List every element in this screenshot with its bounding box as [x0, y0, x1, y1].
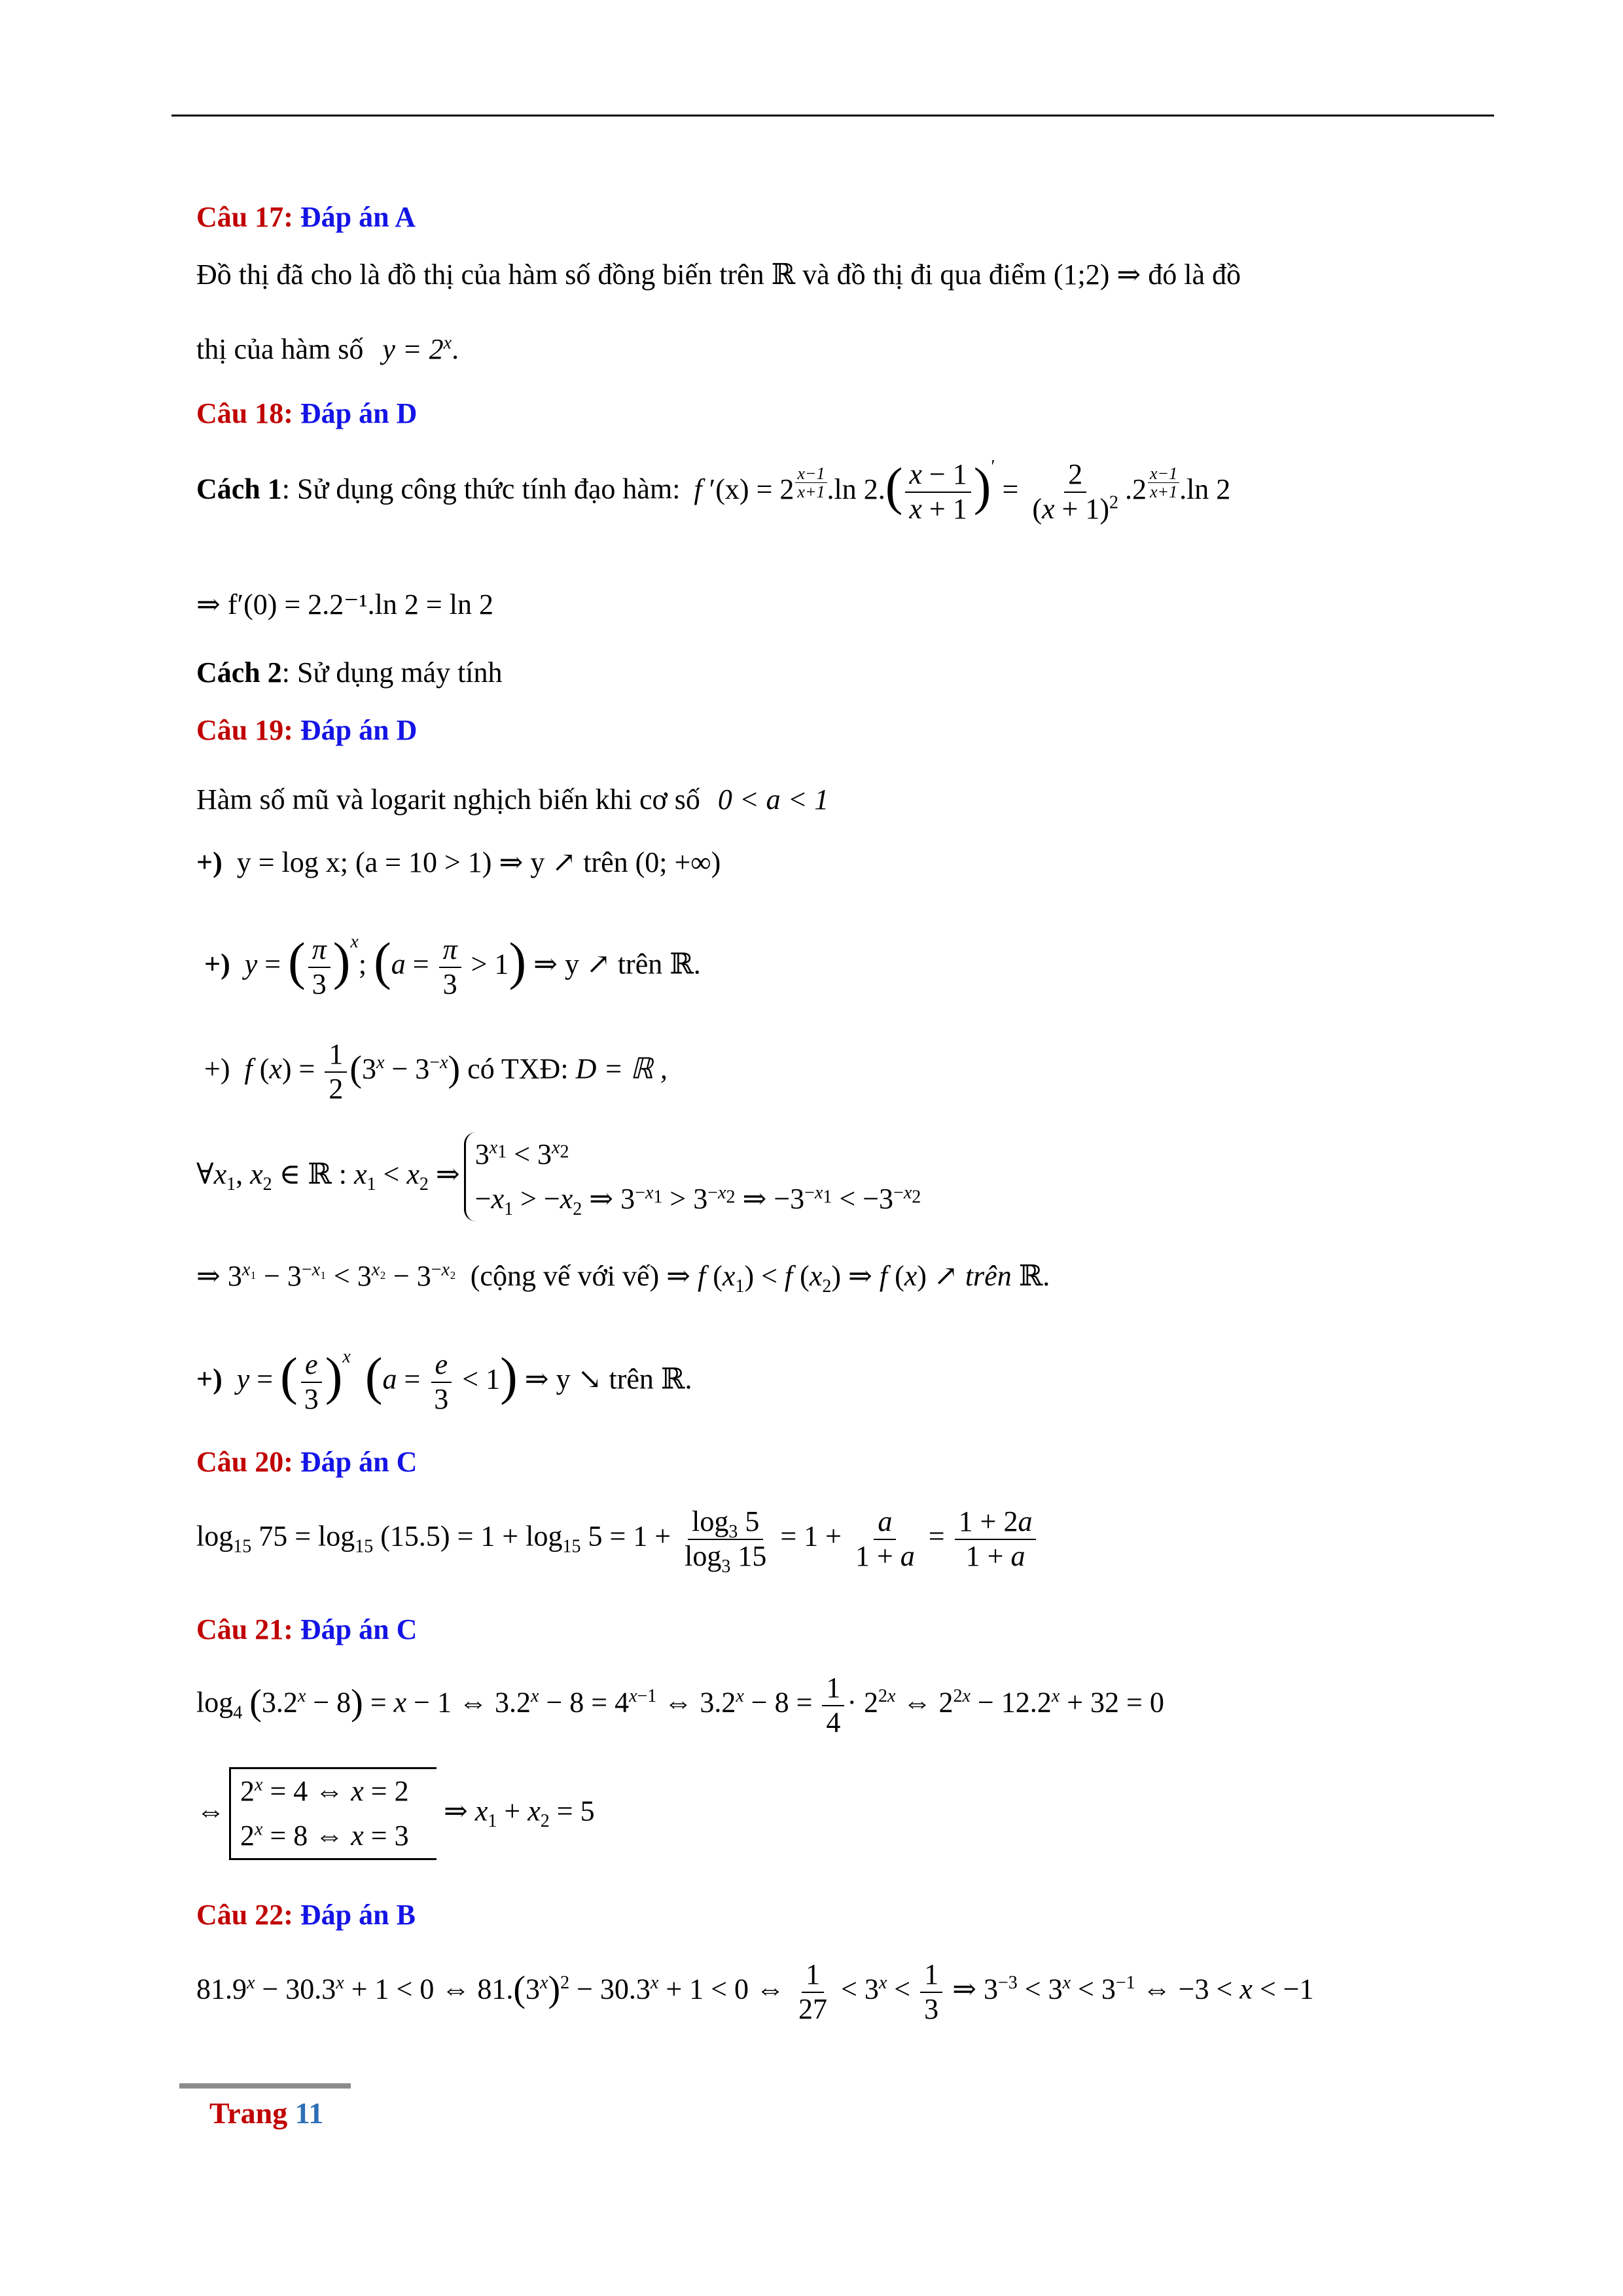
q18-cach2: Cách 2: Sử dụng máy tính	[196, 656, 503, 689]
q19-item3: +) f (x) = $\frac{1}{2}$ $(3^x - 3^{-x})$ có TXĐ: D = ℝ ,	[204, 1038, 668, 1105]
q17-line1: Đồ thị đã cho là đồ thị của hàm số đồng biến trên ℝ và đồ thị đi qua điểm (1;2) ⇒ đó là đồ	[196, 259, 1241, 291]
page-number: Trang 11	[209, 2096, 324, 2130]
question-21-heading: Câu 21: Đáp án C	[196, 1613, 418, 1645]
q21-roots: ⇔ $2^x = 4$ ⇔ x = 2 $2^x = 8$ ⇔ x = 3 ⇒ $x_1 + x_2 = 5$	[196, 1767, 595, 1860]
q19-item2: +) y = ( $\frac{\pi}{3}$ )$^x$; (a = $\frac{\pi}{3}$ > 1) ⇒ y ↗ trên ℝ.	[204, 931, 701, 1000]
q18-derivative-at-zero: ⇒ f′(0) = 2.2⁻¹.ln 2 = ln 2	[196, 588, 493, 620]
header-rule	[171, 115, 1494, 117]
question-19-heading: Câu 19: Đáp án D	[196, 714, 418, 746]
question-18-heading: Câu 18: Đáp án D	[196, 397, 418, 429]
q19-conclusion: ⇒ $3^{x_1} - 3^{-x_1} < 3^{x_2} - 3^{-x_2}$ (cộng vế với vế) ⇒ f $(x_1) < f$ $(x_2)$ ⇒ f (x) ↗ trên ℝ.	[196, 1259, 1050, 1297]
footer-rule	[179, 2083, 351, 2089]
q19-item1: +) y = log x; (a = 10 > 1) ⇒ y ↗ trên (0; +∞)	[196, 846, 721, 878]
q20-solution: $\log_{15} 75 = \log_{15} (15.5) = 1 + \log_{15} 5 = 1$ + $\frac{\log_3 5}{\log_3 15}$ = 1 + $\frac{a}{1 + a}$ = $\frac{1 + 2a}{1 + a}$	[196, 1505, 1039, 1573]
q19-intro: Hàm số mũ và logarit nghịch biến khi cơ số 0 < a < 1	[196, 783, 829, 816]
q17-line2: thị của hàm số $y = 2^x$.	[196, 332, 459, 365]
q19-system: $\forall x_1$, $x_2$ ∈ ℝ : $x_1 < x_2$ ⇒ $3^{x_1} < 3^{x_2}$ $-x_1 > -x_2$ ⇒ $3^{-x_1} > 3^{-x_2}$ ⇒ $-3^{-x_1} < -3^{-x_2}$	[196, 1132, 921, 1221]
q22-solution: $81.9^x - 30.3^x + 1 < 0$ ⇔ $81.(3^x)^2 - 30.3^x + 1 < 0$ ⇔ $\frac{1}{27}$ < $3^x$ < $\frac{1}{3}$ ⇒ $3^{-3} < 3^x < 3^{-1}$ ⇔ −3 < x < −1	[196, 1958, 1314, 2025]
q21-equation: $\log_4 (3.2^x - 8) = x - 1$ ⇔ $3.2^x - 8 = 4^{x-1}$ ⇔ $3.2^x - 8$ = $\frac{1}{4}$ · $2^{2x}$ ⇔ $2^{2x} - 12.2^x + 32 = 0$	[196, 1672, 1164, 1738]
question-17-heading: Câu 17: Đáp án A	[196, 201, 416, 233]
q18-cach1: Cách 1: Sử dụng công thức tính đạo hàm: f ′(x) = 2 $\frac{x-1}{x+1}$ .ln 2.( $\frac{x - 1}{x + 1}$ )′ = $\frac{2}{(x + 1)^2}$ .2 $\frac{x-1}{x+1}$ .ln 2	[196, 456, 1231, 525]
question-22-heading: Câu 22: Đáp án B	[196, 1899, 416, 1931]
question-20-heading: Câu 20: Đáp án C	[196, 1446, 418, 1478]
q19-item4: +) y = ( $\frac{e}{3}$ )$^x$ (a = $\frac{e}{3}$ < 1) ⇒ y ↘ trên ℝ.	[196, 1346, 692, 1415]
